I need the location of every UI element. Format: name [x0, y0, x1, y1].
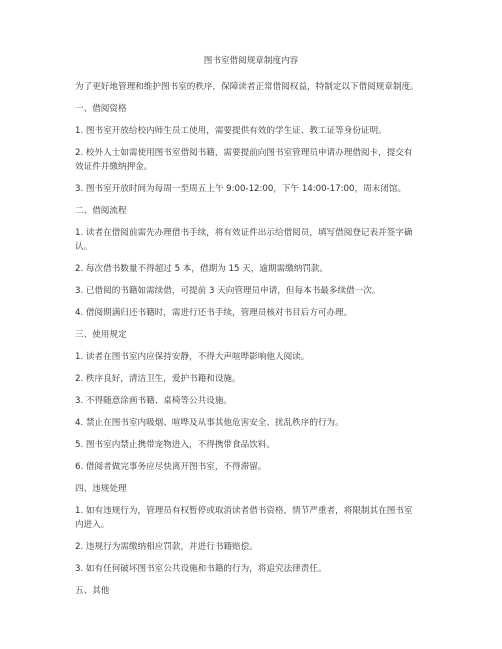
list-item-line: 2. 校外人士如需使用图书室借阅书籍，需要提前向图书室管理员申请办理借阅卡，提交有	[75, 148, 413, 158]
list-item-line: 3. 图书室开放时间为每周一至周五上午 9:00-12:00，下午 14:00-17:00，周末闭馆。	[75, 184, 407, 194]
list-item-line: 认。	[75, 242, 93, 252]
list-item-line: 2. 秩序良好，清洁卫生，爱护书籍和设施。	[75, 374, 241, 384]
document-title: 图书室借阅规章制度内容	[203, 56, 299, 66]
list-item-line: 3. 如有任何破坏图书室公共设施和书籍的行为，将追究法律责任。	[75, 564, 327, 574]
section-heading: 一、借阅资格	[75, 104, 127, 114]
section-heading: 五、其他	[75, 586, 110, 596]
list-item-line: 3. 已借阅的书籍如需续借，可提前 3 天向管理员申请，但每本书最多续借一次。	[75, 286, 381, 296]
intro-paragraph: 为了更好地管理和维护图书室的秩序，保障读者正常借阅权益，特制定以下借阅规章制度。	[75, 82, 419, 92]
list-item-line: 6. 借阅者做完事务应尽快离开图书室，不得滞留。	[75, 462, 267, 472]
section-heading: 四、违规处理	[75, 484, 127, 494]
list-item-line: 1. 读者在图书室内应保持安静，不得大声喧哗影响他人阅读。	[75, 352, 310, 362]
list-item-line: 4. 借阅期满归还书籍时，需进行还书手续，管理员核对书目后方可办理。	[75, 308, 353, 318]
list-item-line: 3. 不得随意涂画书籍、桌椅等公共设施。	[75, 396, 233, 406]
section-heading: 二、借阅流程	[75, 206, 127, 216]
list-item-line: 4. 禁止在图书室内吸烟、喧哗及从事其他危害安全、扰乱秩序的行为。	[75, 418, 344, 428]
list-item-line: 内进入。	[75, 520, 110, 530]
list-item-line: 5. 图书室内禁止携带宠物进入，不得携带食品饮料。	[75, 440, 275, 450]
list-item-line: 1. 如有违规行为，管理员有权暂停或取消读者借书资格，情节严重者，将限制其在图书室	[75, 506, 413, 516]
section-heading: 三、使用规定	[75, 330, 127, 340]
list-item-line: 2. 违规行为需缴纳相应罚款，并进行书籍赔偿。	[75, 542, 258, 552]
list-item-line: 1. 读者在借阅前需先办理借书手续，将有效证件出示给借阅员，填写借阅登记表并签字确	[75, 228, 413, 238]
list-item-line: 效证件并缴纳押金。	[75, 162, 153, 172]
list-item-line: 1. 图书室开放给校内师生员工使用，需要提供有效的学生证、教工证等身份证明。	[75, 126, 387, 136]
list-item-line: 2. 每次借书数量不得超过 5 本，借期为 15 天，逾期需缴纳罚款。	[75, 264, 329, 274]
